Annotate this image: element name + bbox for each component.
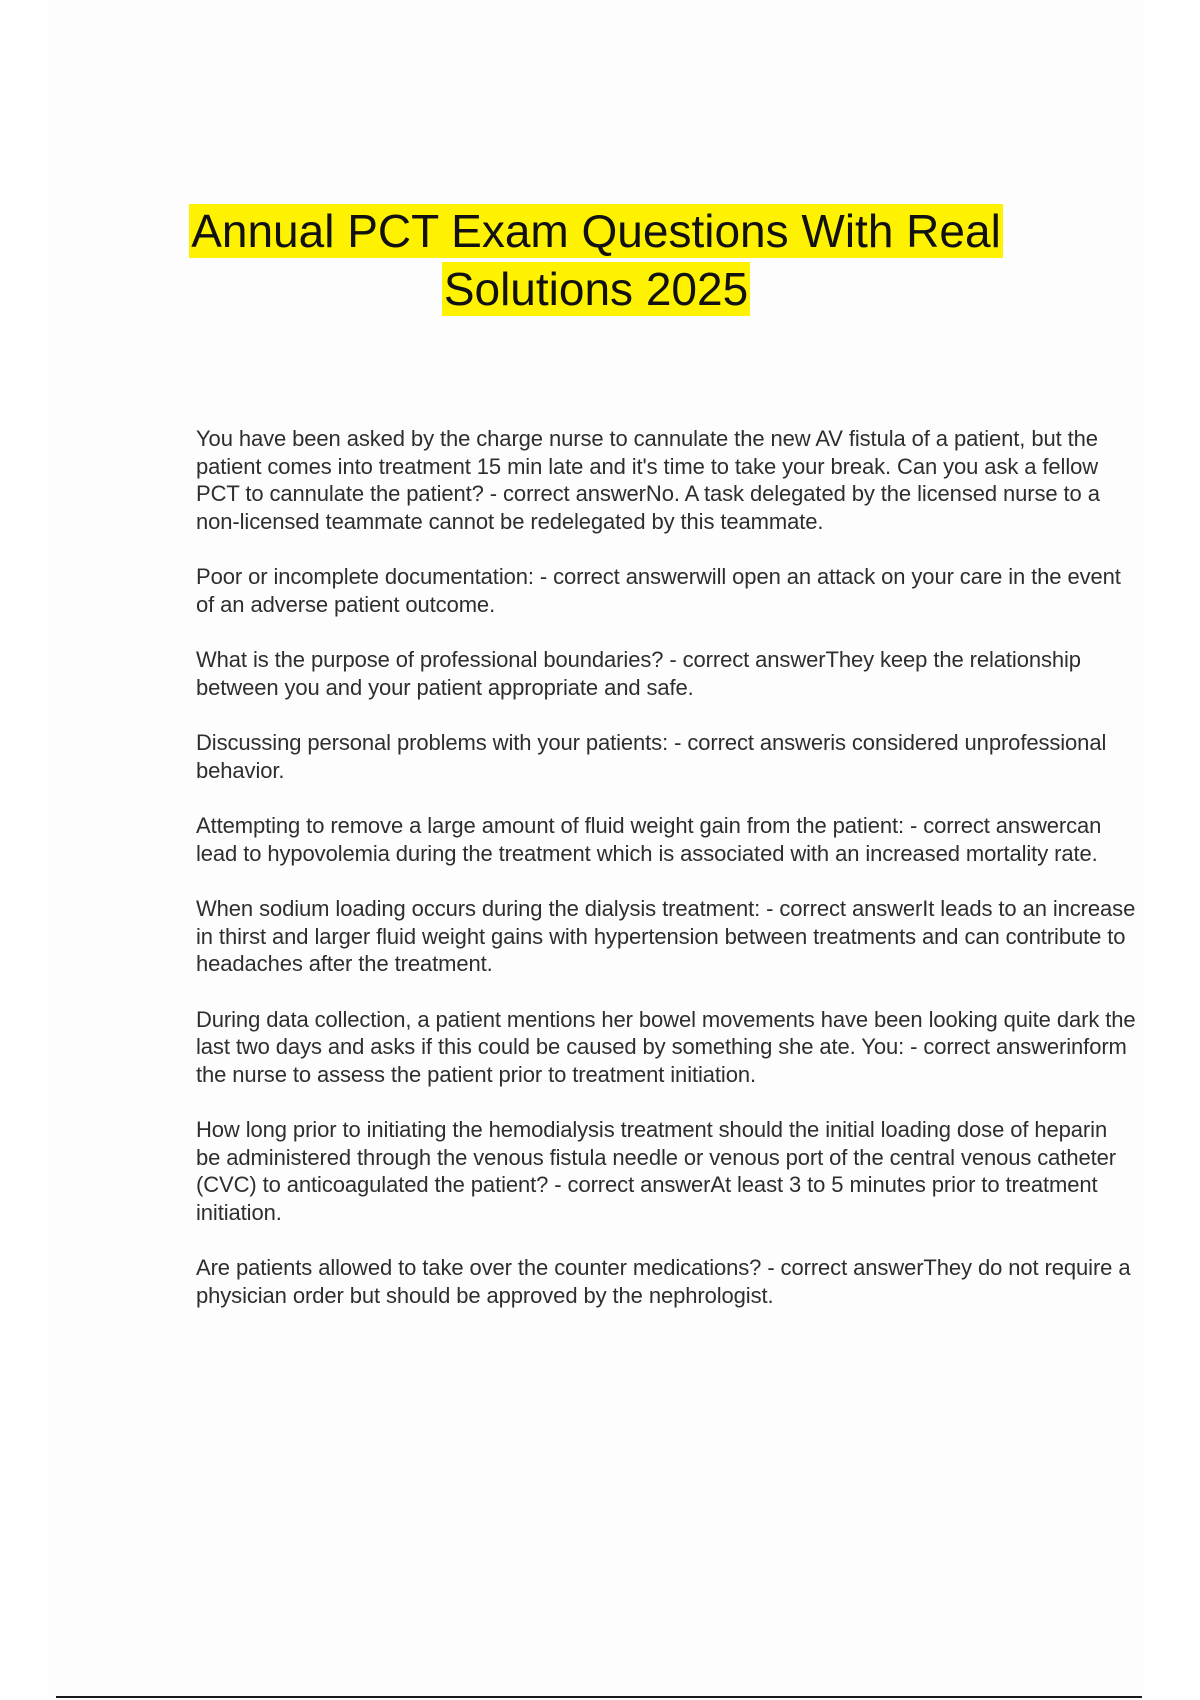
qa-item: Are patients allowed to take over the counter medications? - correct answerThey do not require a physician order but should be approved by the nephrologist. bbox=[196, 1255, 1131, 1308]
document-page bbox=[48, 0, 1144, 1700]
qa-item: Poor or incomplete documentation: - correct answerwill open an attack on your care in the event of an adverse patient outcome. bbox=[196, 564, 1121, 617]
footer-divider bbox=[56, 1696, 1142, 1698]
qa-item: During data collection, a patient mentions her bowel movements have been looking quite dark the last two days and asks if this could be caused by something she ate. You: - correct answerinform the nurse to assess the patient prior to treatment initiation. bbox=[196, 1006, 1136, 1087]
qa-item: What is the purpose of professional boundaries? - correct answerThey keep the relationship between you and your patient appropriate and safe. bbox=[196, 647, 1081, 700]
qa-item: Discussing personal problems with your patients: - correct answeris considered unprofessional behavior. bbox=[196, 730, 1107, 783]
title-line-1: Annual PCT Exam Questions With Real bbox=[191, 205, 1001, 257]
qa-item: You have been asked by the charge nurse to cannulate the new AV fistula of a patient, but the patient comes into treatment 15 min late and it's time to take your break. Can you ask a fellow PCT to cannulate the patient? - correct answerNo. A task delegated by the licensed nurse to a non-licensed teammate cannot be redelegated by this teammate. bbox=[196, 426, 1100, 534]
title-line-2: Solutions 2025 bbox=[443, 263, 749, 315]
qa-item: When sodium loading occurs during the dialysis treatment: - correct answerIt leads to an increase in thirst and larger fluid weight gains with hypertension between treatments and can contribute to headaches after the treatment. bbox=[196, 896, 1136, 976]
qa-item: Attempting to remove a large amount of fluid weight gain from the patient: - correct answercan lead to hypovolemia during the treatment which is associated with an increased mortality rate. bbox=[196, 813, 1102, 866]
qa-list bbox=[196, 425, 1136, 1337]
qa-item: How long prior to initiating the hemodialysis treatment should the initial loading dose of heparin be administered through the venous fistula needle or venous port of the central venous catheter (CVC) to anticoagulated the patient? - correct answerAt least 3 to 5 minutes prior to treatment initiation. bbox=[196, 1117, 1116, 1225]
document-title bbox=[48, 204, 1144, 320]
